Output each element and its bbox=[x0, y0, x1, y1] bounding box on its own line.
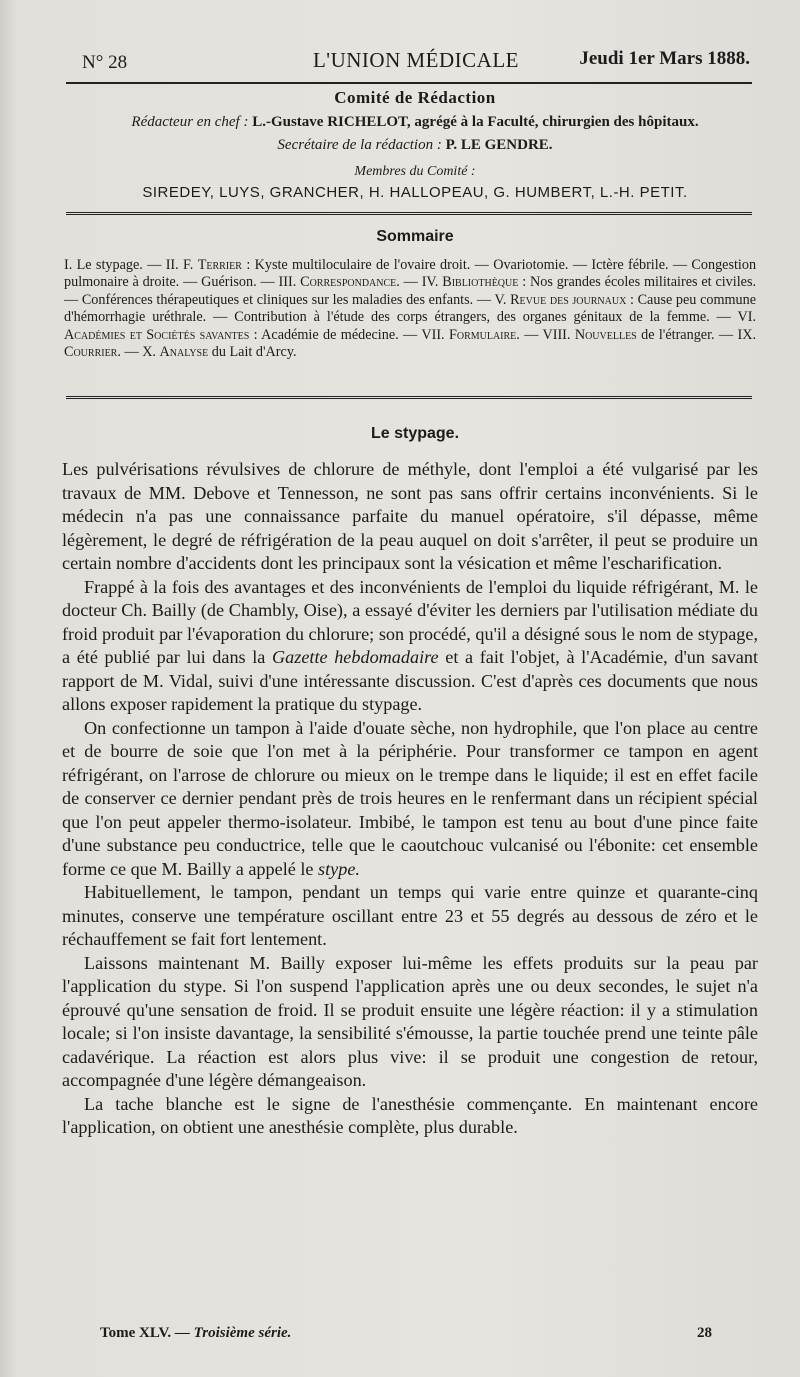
members-label: Membres du Comité : bbox=[354, 164, 476, 179]
sommaire-item-8-label: — VIII. bbox=[524, 326, 571, 343]
sommaire-item-10-label: — X. bbox=[124, 344, 156, 361]
page-footer bbox=[100, 1325, 712, 1342]
sommaire-item-1: I. Le stypage. — bbox=[64, 257, 162, 273]
journal-title: L'UNION MÉDICALE bbox=[312, 48, 519, 72]
stype-term: stype. bbox=[318, 858, 360, 879]
page-number: 28 bbox=[697, 1325, 712, 1341]
paragraph-2-end: et a fait l'objet, à l'Académie, d'un savant rapport de M. Vidal, suivi d'une intéressante discussion. C'est d'après ces documents que nous allons exposer rapidement la pratique du stypage. bbox=[62, 647, 759, 714]
paragraph-5: Laissons maintenant M. Bailly exposer lui-même les effets produits sur la peau par l'application du stype. Si l'on suspend l'application après une ou deux secondes, le sujet n'a éprouvé qu'une sensation de froid. Il se produit ensuite une légère réaction: il y a stimulation locale; si l'on insiste davantage, la sensibilité s'émousse, la partie touchée prend une teinte pâle cadavérique. La réaction est alors plus vive: il se produit une congestion de retour, accompagnée d'une légère démangeaison. bbox=[62, 952, 758, 1090]
journal-reference: Gazette hebdomadaire bbox=[272, 647, 439, 667]
sommaire-item-3-text: Correspondance. bbox=[300, 274, 400, 291]
tome-label: Tome XLV. bbox=[100, 1325, 172, 1341]
sommaire-item-2-label: II. F. bbox=[165, 257, 194, 273]
editorial-committee bbox=[80, 88, 750, 201]
committee-members: SIREDEY, LUYS, GRANCHER, H. HALLOPEAU, G. HUMBERT, L.-H. PETIT. bbox=[142, 184, 688, 201]
sommaire-item-5-section: Revue des journaux bbox=[510, 291, 627, 308]
paragraph-2 bbox=[62, 576, 758, 717]
sommaire-item-4-label: — IV. bbox=[403, 274, 439, 291]
paragraph-2-start: Frappé à la fois des avantages et des inconvénients de l'emploi du liquide réfrigérant, M. le docteur Ch. Bailly (de Chambly, Oise), a essayé d'éviter les derniers par l'utilisation médiate du froid produit par l'évaporation du chlorure; son procédé, qu'il a désigné sous le nom de stypage, a été publié par lui dans la bbox=[62, 576, 758, 667]
sommaire-item-10-section: Analyse bbox=[159, 344, 209, 361]
paragraph-3-start: On confectionne un tampon à l'aide d'ouate sèche, non hydrophile, que l'on place au centre et de bourre de soie que l'on met à la périphérie. Pour transformer ce tampon en agent réfrigérant, on l'arrose de chlorure ou mieux on le trempe dans le liquide; il est en effet facile de conserver ce dernier pendant près de trois heures en le renfermant dans un récipient spécial que l'on peut appeler thermo-isolateur. Imbibé, le tampon est tenu au bout d'une pince faite d'une substance peu conductrice, telle que le caoutchouc vulcanisé ou l'ébonite: cet ensemble forme ce que M. Bailly a appelé le bbox=[62, 717, 758, 879]
paragraph-3 bbox=[62, 717, 758, 882]
secretary-line bbox=[80, 137, 750, 154]
page-header bbox=[82, 44, 750, 84]
series-label: — Troisième série. bbox=[174, 1325, 292, 1341]
sommaire-item-3-label: III. bbox=[278, 274, 297, 291]
paragraph-6: La tache blanche est le signe de l'anesthésie commençante. En maintenant encore l'application, on obtient une anesthésie complète, plus durable. bbox=[62, 1093, 758, 1137]
sommaire-item-4-text: : Nos grandes écoles militaires et civiles. — Conférences thérapeutiques et cliniques sur les maladies des enfants. — bbox=[64, 274, 757, 308]
issue-date: Jeudi 1er Mars 1888. bbox=[579, 48, 750, 69]
secretary-label: Secrétaire de la rédaction : bbox=[277, 137, 442, 153]
committee-rule bbox=[66, 212, 752, 218]
sommaire-item-2-author: Terrier bbox=[197, 257, 242, 273]
sommaire-item-6-section: Académies et Sociétés savantes bbox=[64, 326, 250, 343]
sommaire-item-9-label: IX. bbox=[737, 326, 757, 343]
sommaire-item-5-text: : Cause peu commune d'hémorrhagie uréthrale. — Contribution à l'étude des corps étrangers, des organes génitaux de la femme. — bbox=[64, 291, 757, 326]
committee-heading: Comité de Rédaction bbox=[334, 88, 496, 107]
sommaire-item-8-section: Nouvelles bbox=[574, 326, 637, 343]
editor-label: Rédacteur en chef : bbox=[131, 114, 249, 130]
sommaire-item-9-section: Courrier. bbox=[64, 344, 121, 361]
secretary-name: P. LE GENDRE. bbox=[445, 137, 553, 153]
sommaire-title: Sommaire bbox=[376, 228, 454, 245]
sommaire-item-8-text: de l'étranger. — bbox=[641, 326, 734, 343]
paragraph-1: Les pulvérisations révulsives de chlorure de méthyle, dont l'emploi a été vulgarisé par les travaux de MM. Debove et Tennesson, ne sont pas sans offrir certains inconvénients. Si le médecin n'a pas une connaissance parfaite du manuel opératoire, s'il dépasse, même légèrement, le degré de réfrigération de la peau auquel on doit s'arrêter, il peut se produire un certain nombre d'accidents dont les principaux sont la vésication et même l'escharification. bbox=[62, 459, 758, 573]
sommaire-item-6-text: : Académie de médecine. — bbox=[253, 326, 418, 343]
sommaire-item-7-label: VII. bbox=[421, 326, 445, 343]
article-body bbox=[62, 458, 758, 1140]
sommaire-item-5-label: V. bbox=[494, 291, 507, 308]
sommaire-rule bbox=[66, 396, 752, 402]
editor-line bbox=[80, 114, 750, 131]
sommaire-item-6-label: VI. bbox=[737, 309, 757, 326]
sommaire-item-10-text: du Lait d'Arcy. bbox=[211, 344, 297, 361]
article-title: Le stypage. bbox=[370, 425, 460, 442]
header-rule bbox=[66, 82, 752, 84]
sommaire-item-4-section: Bibliothèque bbox=[442, 274, 519, 291]
editor-name: L.-Gustave RICHELOT, agrégé à la Faculté, chirurgien des hôpitaux. bbox=[252, 114, 699, 130]
sommaire-contents bbox=[64, 257, 756, 361]
sommaire-item-7-section: Formulaire. bbox=[448, 326, 520, 343]
paragraph-4: Habituellement, le tampon, pendant un temps qui varie entre quinze et quarante-cinq minutes, conserve une température oscillant entre 23 et 55 degrés au dessous de zéro et le réchauffement se fait fort lentement. bbox=[62, 882, 758, 949]
sommaire-item-2-text: : Kyste multiloculaire de l'ovaire droit. — Ovariotomie. — Ictère fébrile. — Congestion pulmonaire à droite. — Guérison. — bbox=[64, 257, 757, 291]
issue-number: N° 28 bbox=[82, 52, 128, 73]
